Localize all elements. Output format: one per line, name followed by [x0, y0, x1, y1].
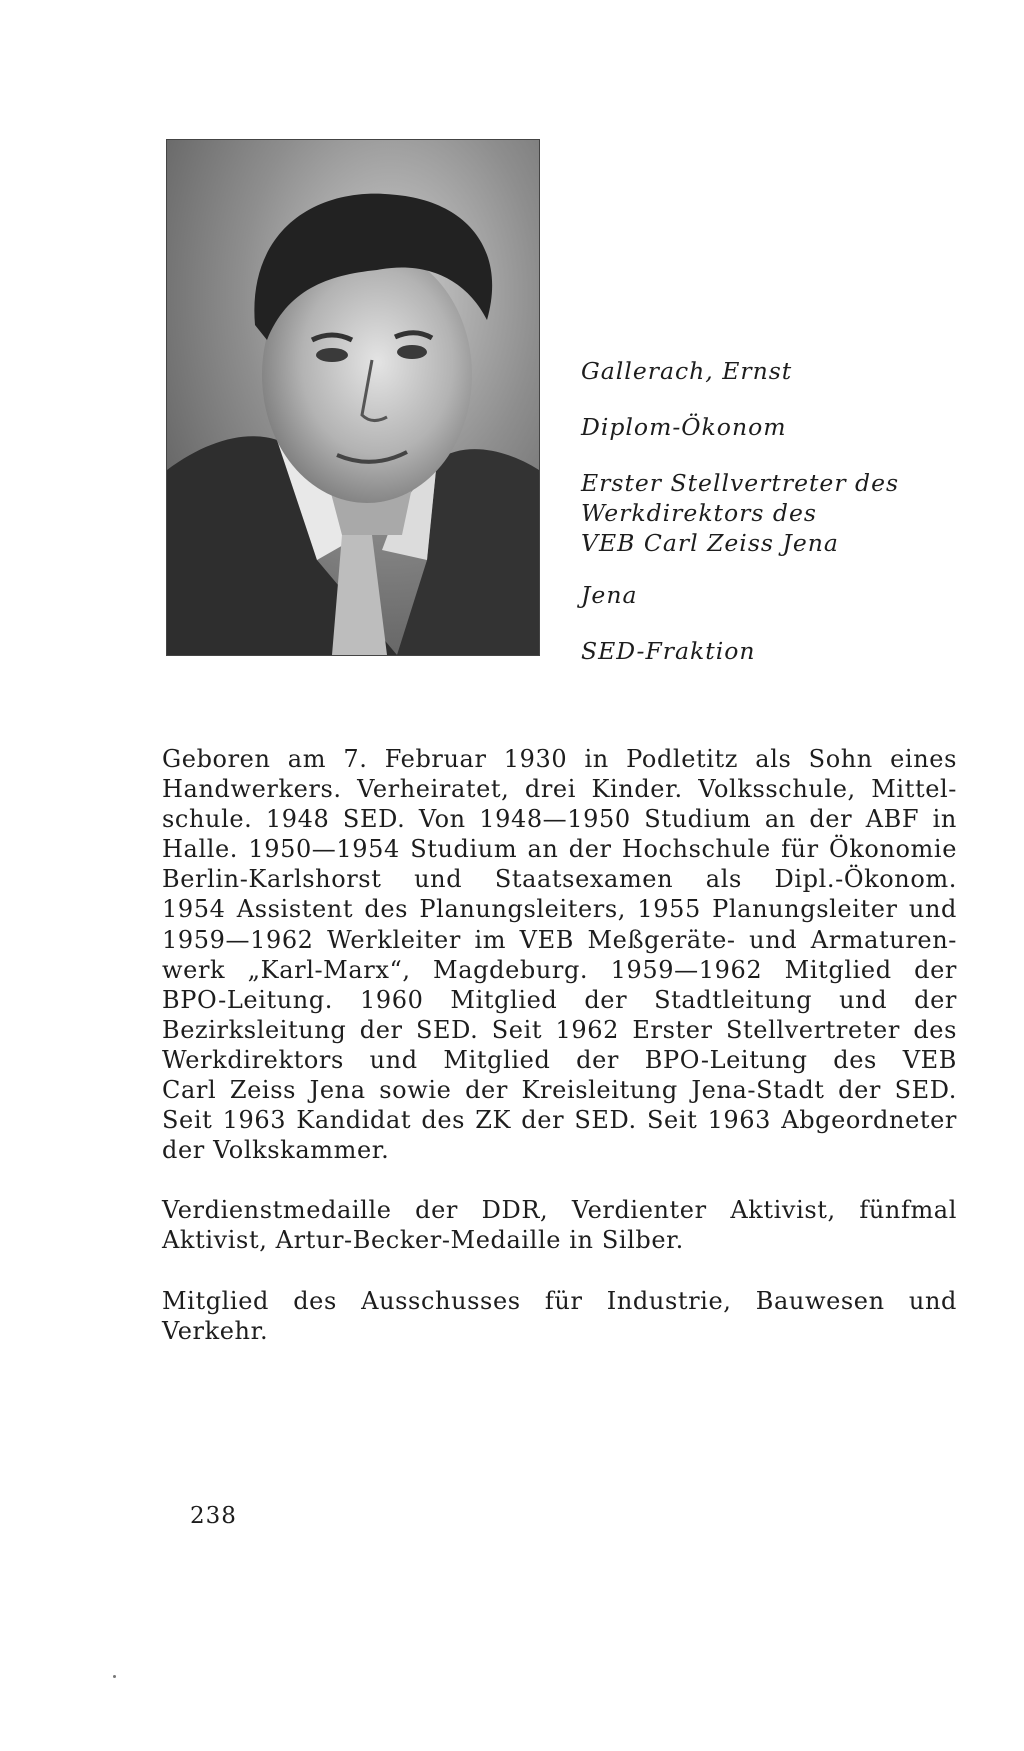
text-line: Bezirksleitung der SED. Seit 1962 Erster Stellvertreter des: [162, 1015, 957, 1044]
position-line: Werkdirektors des: [581, 499, 817, 527]
position-line: VEB Carl Zeiss Jena: [581, 529, 839, 557]
page-number: 238: [190, 1503, 237, 1529]
text-line: 1954 Assistent des Planungsleiters, 1955 Planungsleiter und: [162, 895, 957, 924]
text-line: Mitglied des Ausschusses für Industrie, Bauwesen und: [162, 1286, 957, 1315]
person-name: Gallerach, Ernst: [581, 357, 793, 385]
text-line: Handwerkers. Verheiratet, drei Kinder. Volksschule, Mittel-: [162, 775, 957, 804]
committee-paragraph: [162, 1286, 957, 1346]
biography-paragraph: [162, 744, 957, 1165]
person-header: [581, 356, 981, 692]
biography-text: [162, 744, 957, 1376]
text-line: Geboren am 7. Februar 1930 in Podletitz als Sohn eines: [162, 745, 957, 773]
text-line: Halle. 1950—1954 Studium an der Hochschule für Ökonomie: [162, 835, 957, 864]
text-line: Verkehr.: [162, 1316, 269, 1345]
text-line: BPO-Leitung. 1960 Mitglied der Stadtleitung und der: [162, 985, 957, 1014]
text-line: Werkdirektors und Mitglied der BPO-Leitung des VEB: [162, 1045, 957, 1074]
person-faction: SED-Fraktion: [581, 637, 756, 665]
text-line: Aktivist, Artur-Becker-Medaille in Silber.: [162, 1226, 684, 1255]
print-speck: [113, 1675, 116, 1678]
text-line: Verdienstmedaille der DDR, Verdienter Aktivist, fünfmal: [162, 1196, 957, 1225]
text-line: werk „Karl-Marx“, Magdeburg. 1959—1962 Mitglied der: [162, 955, 957, 984]
text-line: schule. 1948 SED. Von 1948—1950 Studium an der ABF in: [162, 805, 957, 834]
person-title: Diplom-Ökonom: [581, 413, 787, 441]
text-line: Seit 1963 Kandidat des ZK der SED. Seit 1963 Abgeordneter: [162, 1106, 957, 1135]
text-line: Carl Zeiss Jena sowie der Kreisleitung Jena-Stadt der SED.: [162, 1076, 957, 1105]
awards-paragraph: [162, 1195, 957, 1255]
text-line: der Volkskammer.: [162, 1136, 390, 1165]
text-line: Berlin-Karlshorst und Staatsexamen als Dipl.-Ökonom.: [162, 865, 957, 894]
person-location: Jena: [581, 581, 638, 609]
portrait-photo: [166, 139, 540, 656]
text-line: 1959—1962 Werkleiter im VEB Meßgeräte- und Armaturen-: [162, 925, 957, 954]
portrait-illustration: [167, 140, 539, 655]
position-line: Erster Stellvertreter des: [581, 469, 900, 497]
person-position: [581, 468, 981, 558]
